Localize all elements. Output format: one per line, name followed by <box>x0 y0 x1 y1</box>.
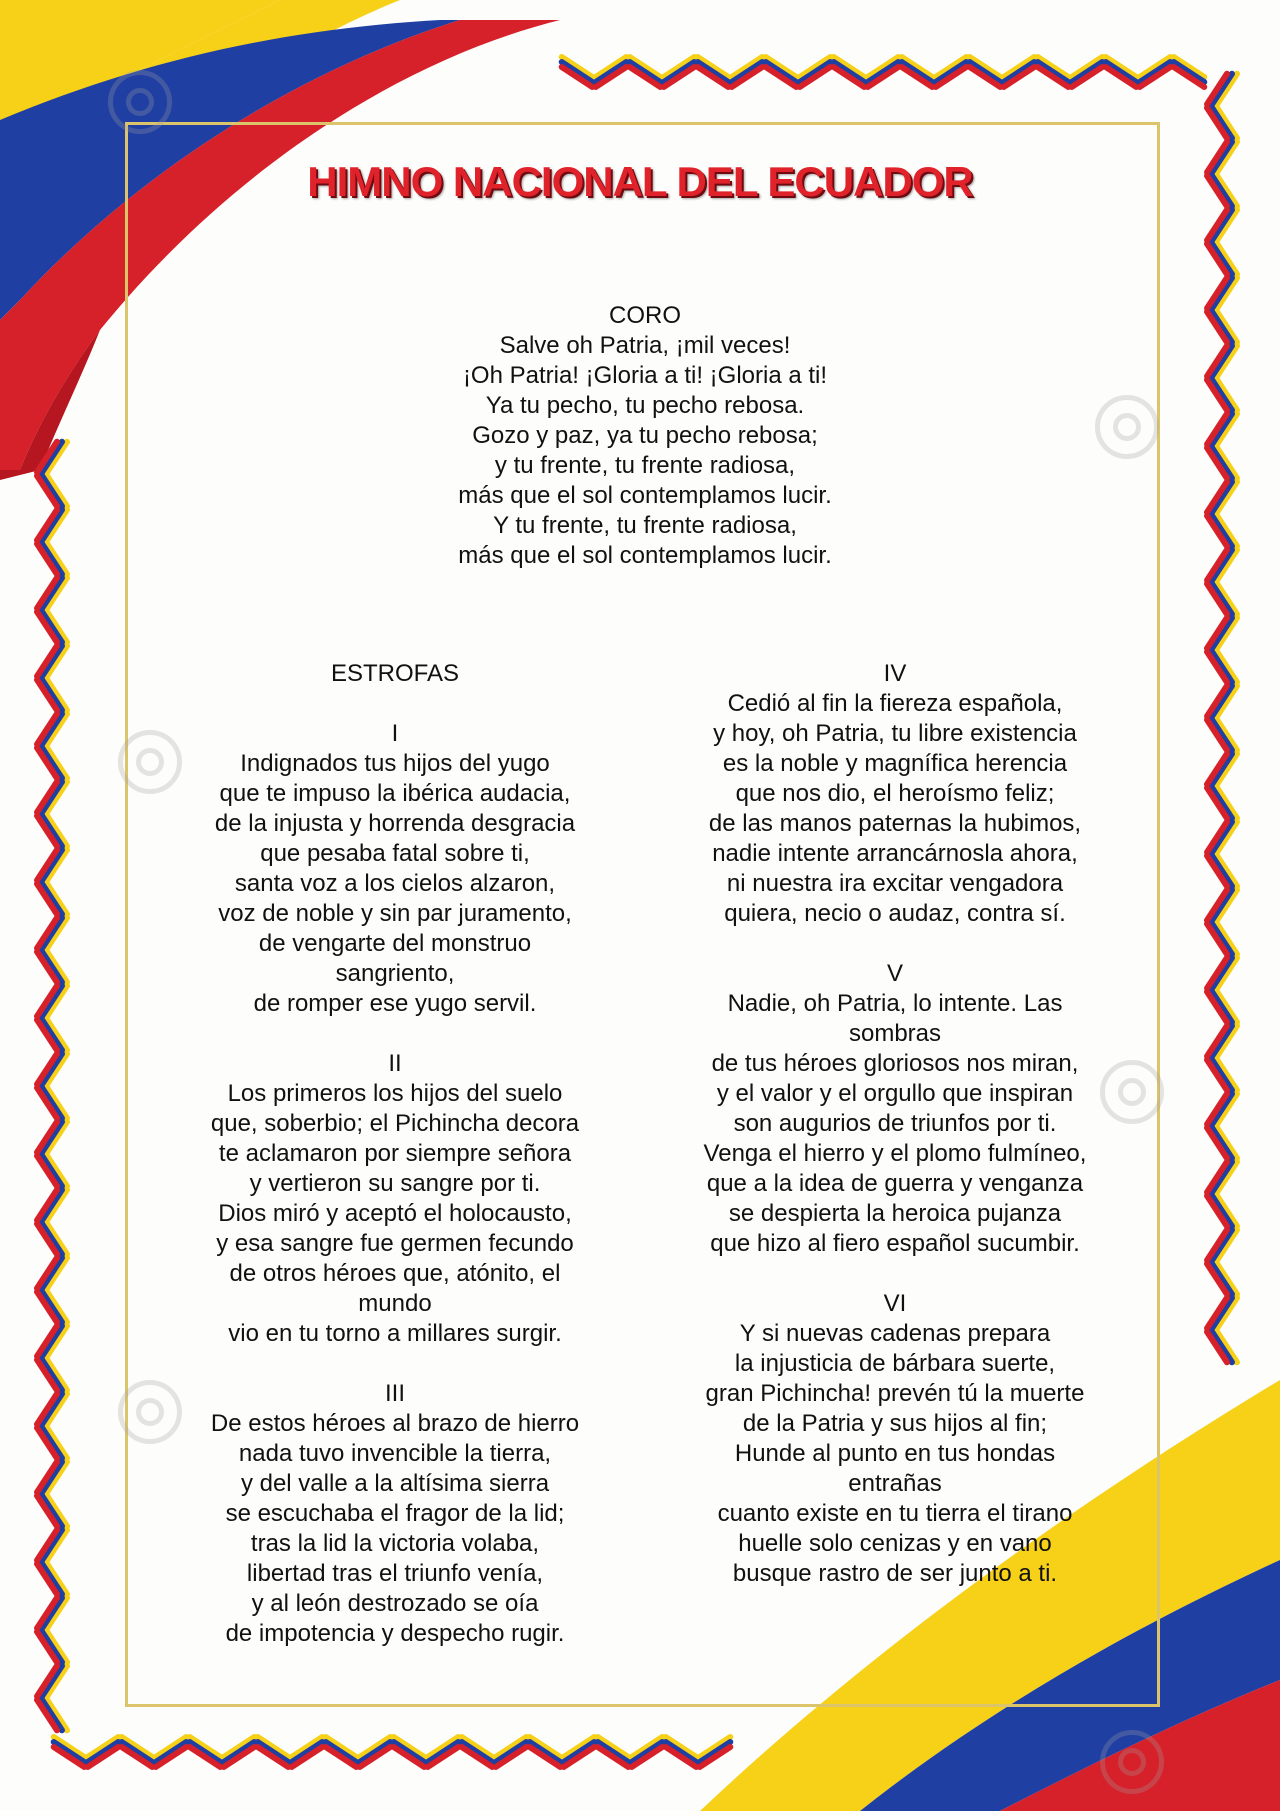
watermark-icon <box>118 730 182 794</box>
estrofa-numeral: I <box>391 720 399 747</box>
estrofa-line: son augurios de triunfos por ti. <box>733 1110 1057 1137</box>
estrofa-line: santa voz a los cielos alzaron, <box>234 870 556 897</box>
estrofa-line: De estos héroes al brazo de hierro <box>210 1410 580 1437</box>
estrofa-line: es la noble y magnífica herencia <box>722 750 1068 777</box>
coro-line: más que el sol contemplamos lucir. <box>458 542 832 569</box>
anthem-title: HIMNO NACIONAL DEL ECUADOR <box>307 158 973 205</box>
coro-line: y tu frente, tu frente radiosa, <box>494 452 796 479</box>
estrofa-line: Los primeros los hijos del suelo <box>227 1080 563 1107</box>
estrofa-line: de romper ese yugo servil. <box>253 990 537 1017</box>
estrofa-line: de la injusta y horrenda desgracia <box>214 810 576 837</box>
estrofa-line: voz de noble y sin par juramento, <box>218 900 572 927</box>
coro-line: Y tu frente, tu frente radiosa, <box>493 512 797 539</box>
estrofa-line: tras la lid la victoria volaba, <box>250 1530 540 1557</box>
estrofa-line: que nos dio, el heroísmo feliz; <box>735 780 1055 807</box>
estrofa-line: de tus héroes gloriosos nos miran, <box>711 1050 1079 1077</box>
estrofa-line: mundo <box>358 1290 432 1317</box>
estrofa-line: Venga el hierro y el plomo fulmíneo, <box>703 1140 1087 1167</box>
watermark-icon <box>118 1380 182 1444</box>
estrofa-line: nadie intente arrancárnosla ahora, <box>712 840 1078 867</box>
estrofa-line: nada tuvo invencible la tierra, <box>238 1440 552 1467</box>
coro-line: Salve oh Patria, ¡mil veces! <box>499 332 791 359</box>
estrofas-right-column <box>665 659 1125 1589</box>
estrofa-line: de las manos paternas la hubimos, <box>708 810 1082 837</box>
estrofa-line: gran Pichincha! prevén tú la muerte <box>705 1380 1085 1407</box>
estrofa-line: y esa sangre fue germen fecundo <box>216 1230 574 1257</box>
estrofa-line: y vertieron su sangre por ti. <box>249 1170 541 1197</box>
estrofa-line: se despierta la heroica pujanza <box>728 1200 1062 1227</box>
estrofa-line: Hunde al punto en tus hondas <box>734 1440 1056 1467</box>
estrofa-numeral: IV <box>883 660 907 687</box>
estrofa-line: te aclamaron por siempre señora <box>218 1140 572 1167</box>
estrofa-line: de vengarte del monstruo <box>258 930 532 957</box>
estrofas-left-column <box>175 659 615 1649</box>
estrofa-numeral: II <box>388 1050 402 1077</box>
estrofa-line: que pesaba fatal sobre ti, <box>260 840 530 867</box>
estrofa-line: vio en tu torno a millares surgir. <box>228 1320 562 1347</box>
estrofa-line: la injusticia de bárbara suerte, <box>734 1350 1056 1377</box>
estrofa-line: sangriento, <box>335 960 455 987</box>
estrofa-line: cuanto existe en tu tierra el tirano <box>717 1500 1073 1527</box>
estrofa-line: de la Patria y sus hijos al fin; <box>742 1410 1048 1437</box>
watermark-icon <box>1100 1730 1164 1794</box>
estrofa-line: que te impuso la ibérica audacia, <box>219 780 571 807</box>
estrofa-numeral: V <box>886 960 903 987</box>
estrofa-line: huelle solo cenizas y en vano <box>738 1530 1052 1557</box>
coro-line: ¡Oh Patria! ¡Gloria a ti! ¡Gloria a ti! <box>462 362 828 389</box>
coro-line: Ya tu pecho, tu pecho rebosa. <box>485 392 805 419</box>
coro-line: más que el sol contemplamos lucir. <box>458 482 832 509</box>
estrofa-line: que a la idea de guerra y venganza <box>706 1170 1084 1197</box>
estrofa-line: entrañas <box>848 1470 942 1497</box>
estrofa-line: y hoy, oh Patria, tu libre existencia <box>713 720 1077 747</box>
estrofas-heading: ESTROFAS <box>330 660 460 687</box>
estrofa-line: Cedió al fin la fiereza española, <box>727 690 1063 717</box>
watermark-icon <box>108 70 172 134</box>
estrofa-line: busque rastro de ser junto a ti. <box>732 1560 1058 1587</box>
estrofa-line: y al león destrozado se oía <box>251 1590 539 1617</box>
estrofa-line: y el valor y el orgullo que inspiran <box>716 1080 1074 1107</box>
watermark-icon <box>1095 395 1159 459</box>
estrofa-line: libertad tras el triunfo venía, <box>246 1560 544 1587</box>
estrofa-numeral: III <box>384 1380 405 1407</box>
coro-line: Gozo y paz, ya tu pecho rebosa; <box>472 422 818 449</box>
coro-section <box>340 301 950 571</box>
estrofa-line: se escuchaba el fragor de la lid; <box>225 1500 565 1527</box>
estrofa-line: que hizo al fiero español sucumbir. <box>710 1230 1080 1257</box>
coro-heading: CORO <box>609 302 681 329</box>
estrofa-line: sombras <box>848 1020 942 1047</box>
estrofa-line: Indignados tus hijos del yugo <box>240 750 550 777</box>
estrofa-line: ni nuestra ira excitar vengadora <box>726 870 1064 897</box>
estrofa-line: Dios miró y aceptó el holocausto, <box>218 1200 572 1227</box>
estrofa-line: de impotencia y despecho rugir. <box>225 1620 565 1647</box>
estrofa-line: Y si nuevas cadenas prepara <box>739 1320 1051 1347</box>
estrofa-line: que, soberbio; el Pichincha decora <box>210 1110 580 1137</box>
estrofa-line: Nadie, oh Patria, lo intente. Las <box>727 990 1063 1017</box>
estrofa-line: y del valle a la altísima sierra <box>240 1470 550 1497</box>
estrofa-line: de otros héroes que, atónito, el <box>229 1260 561 1287</box>
estrofa-numeral: VI <box>883 1290 907 1317</box>
estrofa-line: quiera, necio o audaz, contra sí. <box>724 900 1066 927</box>
